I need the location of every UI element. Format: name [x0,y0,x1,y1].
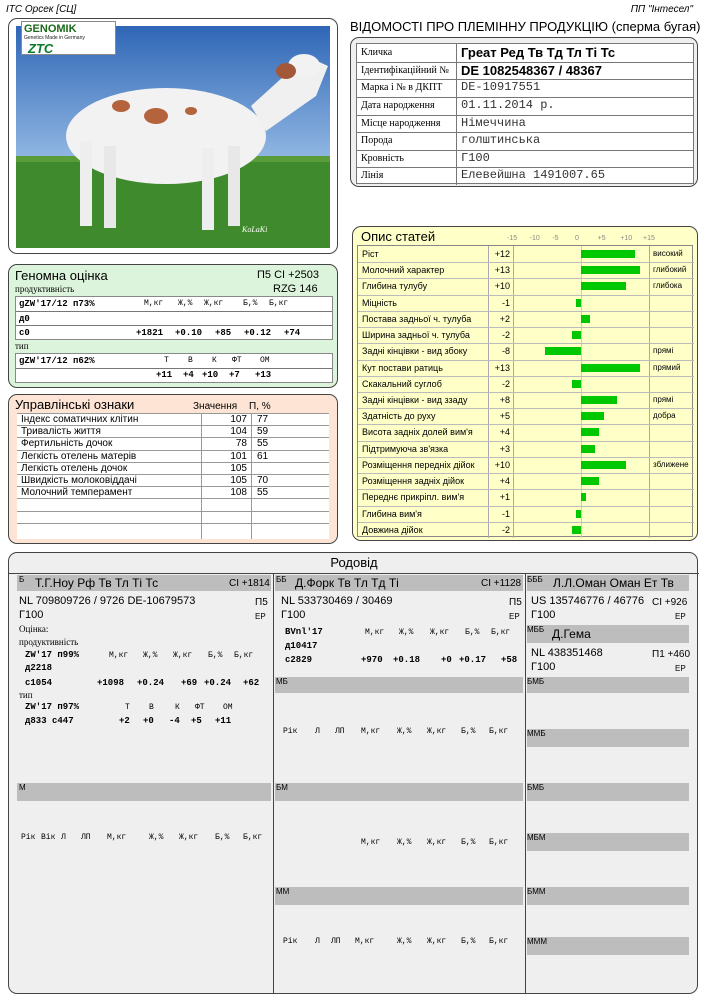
ped-bb-blood: Г100 [281,609,306,621]
info-box [350,37,698,187]
ped-bb-d: д10417 [285,641,318,651]
linear-row-note: глибока [653,281,683,291]
ped-bmb2-header [527,783,689,801]
linear-bar [572,526,581,534]
ped-mb-h-zp: Ж,% [397,727,412,736]
logo-tagline: Genetics Made in Germany [24,35,85,41]
linear-row-name: Задні кінцівки - вид збоку [362,346,468,357]
ped-mm-h-bk: Б,кг [489,937,509,946]
ped-bb-head-zk: Ж,кг [430,628,450,637]
linear-row-note: добра [653,411,676,421]
ped-b-head1-bp: Б,% [208,651,223,660]
linear-row-note: прямі [653,346,674,356]
ped-mbm-header [527,833,689,851]
ped-bb-head-label: BVnl'17 [285,627,323,637]
mgmt-row-value: 78 [235,438,247,450]
ped-m-h-bk: Б,кг [243,833,263,842]
genomic-c0-m: +1821 [136,328,164,338]
ped-bm-h-bk: Б,кг [489,838,509,847]
ped-bbb-tag: БББ [527,575,543,584]
ped-b-head2-ft: ФТ [195,703,205,712]
linear-row-name: Задні кінцівки - вид ззаду [362,395,468,405]
linear-row-note: високий [653,249,683,258]
ped-b-tag: Б [19,575,25,584]
linear-row-name: Ріст [362,249,379,259]
ped-b-productivity: продуктивність [19,637,79,647]
linear-bar [581,493,586,501]
linear-row-name: Довжина дійок [362,524,423,535]
ped-mmm-header [527,937,689,955]
linear-row-name: Висота задніх долей вим'я [362,427,473,438]
linear-bar [581,412,604,420]
linear-row-name: Постава задньої ч. тулуба [362,313,472,324]
genomic-head2-t: Т [164,356,169,365]
ped-b-head2-om: ОМ [223,703,233,712]
ped-b-head1-label: ZW'17 п99% [25,650,80,660]
mgmt-row-p: 77 [257,414,269,425]
ped-bb-head-bk: Б,кг [491,628,511,637]
mgmt-row-p: 59 [257,426,269,438]
linear-row-note: прямий [653,362,681,372]
ped-b-blood: Г100 [19,609,44,621]
mgmt-row-value: 104 [230,426,247,438]
linear-row-name: Розміщення задніх дійок [362,476,465,487]
linear-row-name: Молочний характер [362,265,445,276]
info-label: Дата народження [361,99,435,111]
genomic-head2-om: ОМ [260,356,270,365]
ped-mb-h-l: Л [315,727,320,736]
genomic-title: Геномна оцінка [15,268,108,283]
ped-bm-h-bp: Б,% [461,838,476,847]
linear-row-value: -8 [501,346,510,357]
mgmt-row-name: Молочний темперамент [21,487,133,499]
ped-bb-v-m: +970 [361,655,383,665]
ped-b-head2-label: ZW'17 п97% [25,702,80,712]
ped-mb-h-bp: Б,% [461,727,476,736]
ped-bbb-blood: Г100 [531,609,556,621]
linear-bar [581,461,626,469]
ped-bb-ci: СІ +1128 [481,578,522,589]
ped-b-v2-v: +0 [143,716,154,726]
ped-mmb-tag: ММБ [527,729,546,738]
ped-bm-tag: БМ [276,783,288,792]
pedigree-title: Родовід [330,555,378,570]
linear-row-value: +3 [499,443,510,454]
info-label: Марка і № в ДКПТ [361,82,443,94]
info-label: Кровність [361,152,404,164]
linear-row-value: +13 [494,265,510,276]
genomic-head1-bk: Б,кг [269,299,289,308]
photo-credit: KoLaKi [242,225,268,234]
ped-b-head2-t: Т [125,703,130,712]
linear-row-name: Глибина тулубу [362,281,428,292]
genomic-c0-zk: +85 [215,328,232,338]
ped-mm-h-zk: Ж,кг [427,937,447,946]
ped-m-h-m: М,кг [107,833,127,842]
ped-mb-h-bk: Б,кг [489,727,509,736]
linear-row-value: +2 [499,313,510,324]
mgmt-row-name: Швидкість молоковіддачі [21,475,137,486]
ped-m-h-bp: Б,% [215,833,230,842]
genomic-c0-bk: +74 [284,328,301,338]
info-value: Німеччина [461,115,526,130]
ped-mb-h-lp: ЛП [335,727,345,736]
ped-mb-h-year: Рік [283,727,298,736]
mgmt-row-value: 105 [230,475,247,486]
linear-row-value: +13 [494,362,510,373]
info-label: Ідентифікаційний № [361,64,449,76]
ped-b-head1-zk: Ж,кг [173,651,193,660]
ped-m-h-year: Рік [21,833,36,842]
logo-brand: GENOMIK [24,23,77,35]
ped-bb-p5: П5 [509,597,522,608]
ped-mbb-name: Д.Гема [552,627,591,641]
ped-bb-ep: ЕР [509,612,520,621]
ped-mbb-ep: ЕР [675,664,686,673]
photo-box [8,18,338,254]
ped-mb-header [275,677,523,693]
genomic-head2-k: К [212,356,217,365]
linear-row-value: +10 [494,459,510,470]
ped-bb-v-bk: +58 [501,655,518,665]
linear-row-value: +5 [499,411,510,422]
ped-b-head1-zp: Ж,% [143,651,158,660]
ped-bmb-header [527,677,689,693]
ped-bmm-header [527,887,689,905]
ped-bbb-ep: ЕР [675,612,686,621]
info-value: голштинська [461,133,541,148]
genomic-head2-ft: ФТ [232,356,242,365]
genomic-c0: с0 [19,328,30,338]
ped-mm-h-m: М,кг [355,937,375,946]
ped-m-h-age: Вік [41,833,56,842]
genomic-head2-label: gZW'17/12 п62% [19,356,95,366]
ped-bmb2-tag: БМБ [527,783,545,792]
ped-b-p5: П5 [255,597,268,608]
ped-bb-head-bp: Б,% [465,628,480,637]
ped-bm-h-m: М,кг [361,838,381,847]
ped-bmb-tag: БМБ [527,677,545,686]
linear-row-value: +10 [494,281,510,292]
ped-bb-c: с2829 [285,655,313,665]
ped-b-ocinka: Оцінка: [19,624,49,634]
ped-bb-id: NL 533730469 / 30469 [281,595,393,607]
ped-b-head2-k: К [175,703,180,712]
ped-bbb-id: US 135746776 / 46776 [531,595,645,607]
linear-bar [581,315,590,323]
ped-b-ci: СІ +1814 [229,578,270,589]
linear-scale-label: -15 [507,235,518,242]
ped-bm-h-zk: Ж,кг [427,838,447,847]
linear-row-name: Міцність [362,297,397,308]
linear-row-value: -1 [501,297,510,308]
linear-row-name: Ширина задньої ч. тулуба [362,330,470,341]
ped-mb-h-zk: Ж,кг [427,727,447,736]
linear-bar [576,510,581,518]
ped-b-v-m: +1098 [97,678,125,688]
genomic-table-2 [15,353,333,383]
ped-mbb-id: NL 438351468 [531,647,603,659]
linear-row-note: зближене [653,459,689,469]
mgmt-col-p: П, % [249,401,271,412]
logo [21,21,116,55]
ped-m-header [17,783,271,801]
ped-b-v2-om: +11 [215,716,232,726]
linear-scale-label: +10 [620,235,633,242]
mgmt-title: Управлінські ознаки [15,397,135,412]
ped-b-v-bp: +0.24 [204,678,232,688]
mgmt-row-value: 101 [230,450,247,462]
ped-mm-h-l: Л [315,937,320,946]
genomic-box [8,264,338,388]
linear-row-name: Розміщення передніх дійок [362,459,475,470]
ped-b-name: Т.Г.Ноу Рф Тв Тл Ті Тс [35,576,159,590]
linear-row-name: Переднє прикріпл. вим'я [362,492,465,503]
page-title: ВІДОМОСТІ ПРО ПЛЕМІННУ ПРОДУКЦІЮ (сперма бугая) [350,19,701,34]
ped-bb-v-zk: +0 [441,655,452,665]
info-value: 01.11.2014 р. [461,97,555,112]
linear-row-name: Підтримуюча зв'язка [362,443,449,454]
ped-mb-tag: МБ [276,677,288,686]
ped-bb-v-bp: +0.17 [459,655,487,665]
linear-row-note: глибокий [653,265,687,275]
ped-bmm-tag: БММ [527,887,546,896]
mgmt-table [17,413,329,539]
genomic-table-1 [15,296,333,340]
linear-bar [576,299,581,307]
ped-mbm-tag: МБМ [527,833,546,842]
mgmt-col-value: Значення [193,401,238,412]
genomic-head1-zk: Ж,кг [204,299,224,308]
genomic-productivity: продуктивність [15,284,75,294]
info-value: DE 1082548367 / 48367 [461,62,602,78]
ped-b-v2-t: +2 [119,716,130,726]
ped-m-h-zp: Ж,% [149,833,164,842]
genomic-d0: д0 [19,314,30,324]
ped-bbb-ci: СІ +926 [652,597,688,608]
ped-bb-tag: ББ [276,575,287,584]
mgmt-row-p: 70 [257,475,269,486]
header-left: ІТС Орсек [СЦ] [6,4,77,15]
info-label: Лінія [361,170,384,182]
ped-mbb-blood: Г100 [531,661,556,673]
genomic-k: +10 [202,370,219,380]
genomic-head1-label: gZW'17/12 п73% [19,299,95,309]
ped-b-v-zp: +0.24 [137,678,165,688]
ped-b-v2-k: -4 [169,716,180,726]
linear-bar [581,396,617,404]
ped-b-v2-ft: +5 [191,716,202,726]
genomic-head2-v: В [188,356,193,365]
linear-bar [581,266,640,274]
mgmt-row-value: 107 [230,414,247,425]
cow-photo [16,26,330,248]
mgmt-row-name: Легкість отелень матерів [21,450,137,462]
ped-mm-h-bp: Б,% [461,937,476,946]
linear-bar [581,477,599,485]
mgmt-row-p: 55 [257,438,269,450]
info-label: Місце народження [361,117,441,129]
info-value: Елевейшна 1491007.65 [461,168,606,183]
info-value: Греат Ред Тв Тд Тл Ті Тс [461,45,616,60]
info-value: Г100 [461,150,490,165]
linear-scale-label: +15 [643,235,655,242]
ped-mm-h-zp: Ж,% [397,937,412,946]
ped-mm-h-lp: ЛП [331,937,341,946]
linear-bar [581,282,626,290]
ped-mm-h-year: Рік [283,937,298,946]
genomic-head1-zp: Ж,% [178,299,193,308]
linear-bar [572,380,581,388]
mgmt-row-p: 61 [257,450,269,462]
ped-mm-tag: ММ [276,887,290,896]
linear-row-value: +4 [499,427,510,438]
mgmt-row-value: 108 [230,487,247,499]
ped-m-h-l: Л [61,833,66,842]
ped-b-type: тип [19,690,33,700]
ped-b-head1-m: М,кг [109,651,129,660]
ped-bb-head-zp: Ж,% [399,628,414,637]
ped-mbb-p: П1 +460 [652,649,691,660]
ped-bb-name: Д.Форк Тв Тл Тд Ті [295,576,399,590]
mgmt-row-name: Фертильність дочок [21,438,113,450]
linear-row-value: -1 [501,508,510,519]
linear-row-value: -2 [501,524,510,535]
linear-row-name: Здатність до руху [362,411,436,422]
genomic-c0-bp: +0.12 [244,328,272,338]
linear-row-value: +12 [494,249,510,259]
genomic-ft: +7 [229,370,240,380]
linear-title: Опис статей [361,229,436,244]
genomic-head1-bp: Б,% [243,299,258,308]
linear-bar [581,428,599,436]
linear-scale-label: -10 [529,235,540,242]
genomic-type: тип [15,341,29,351]
info-label: Кличка [361,47,393,58]
info-value: DE-10917551 [461,80,541,95]
linear-row-value: +4 [499,476,510,487]
mgmt-row-name: Легкість отелень дочок [21,462,128,474]
info-table [356,43,694,184]
ped-b-head1-bk: Б,кг [234,651,254,660]
genomic-t: +11 [156,370,173,380]
ped-mb-h-m: М,кг [361,727,381,736]
ped-bb-head-m: М,кг [365,628,385,637]
linear-scale-label: 0 [575,235,579,242]
linear-row-value: -2 [501,330,510,341]
logo-mark: ZTC [28,41,54,56]
header-right: ПП "Інтесел" [630,4,693,15]
linear-bar [581,250,635,258]
genomic-rzg: RZG 146 [273,283,318,295]
genomic-c0-zp: +0.10 [175,328,203,338]
mgmt-row-value: 105 [230,462,247,474]
linear-bar [545,347,581,355]
ped-m-h-zk: Ж,кг [179,833,199,842]
linear-box [352,226,698,541]
ped-mmb-header [527,729,689,747]
ped-b-c: с1054 [25,678,53,688]
mgmt-box [8,394,338,544]
ped-m-tag: М [19,783,26,792]
ped-mbb-tag: МББ [527,625,545,634]
pedigree-box [8,552,698,994]
genomic-p5: П5 СІ +2503 [257,269,320,281]
linear-row-value: -2 [501,378,510,389]
ped-b-d: д2218 [25,663,53,673]
info-label: Порода [361,135,393,147]
ped-b-v-zk: +69 [181,678,198,688]
ped-bm-header [275,783,523,801]
linear-bar [581,364,640,372]
ped-bm-h-zp: Ж,% [397,838,412,847]
ped-b-head2-v: В [149,703,154,712]
genomic-v: +4 [183,370,194,380]
linear-row-note: прямі [653,395,674,404]
linear-row-name: Скакальний суглоб [362,378,442,389]
linear-bar [572,331,581,339]
ped-m-h-lp: ЛП [81,833,91,842]
genomic-head1-m: М,кг [144,299,164,308]
linear-row-value: +1 [499,492,510,503]
linear-row-name: Глибина вим'я [362,508,422,519]
ped-b-v-bk: +62 [243,678,260,688]
genomic-om: +13 [255,370,272,380]
linear-scale-label: -5 [552,235,559,242]
ped-bbb-name: Л.Л.Оман Оман Ет Тв [553,576,674,590]
mgmt-row-name: Індекс соматичних клітин [21,414,139,425]
linear-scale-label: +5 [597,235,606,242]
ped-bb-v-zp: +0.18 [393,655,421,665]
linear-row-value: +8 [499,395,510,405]
ped-b-id: NL 709809726 / 9726 DE-10679573 [19,595,196,607]
mgmt-row-p: 55 [257,487,269,499]
ped-b-d2: д833 с447 [25,716,74,726]
linear-bar [581,445,595,453]
mgmt-row-name: Тривалість життя [21,426,101,438]
linear-row-name: Кут постави ратиць [362,362,443,373]
ped-mmm-tag: МММ [527,937,547,946]
ped-b-ep: ЕР [255,612,266,621]
ped-mm-header [275,887,523,905]
